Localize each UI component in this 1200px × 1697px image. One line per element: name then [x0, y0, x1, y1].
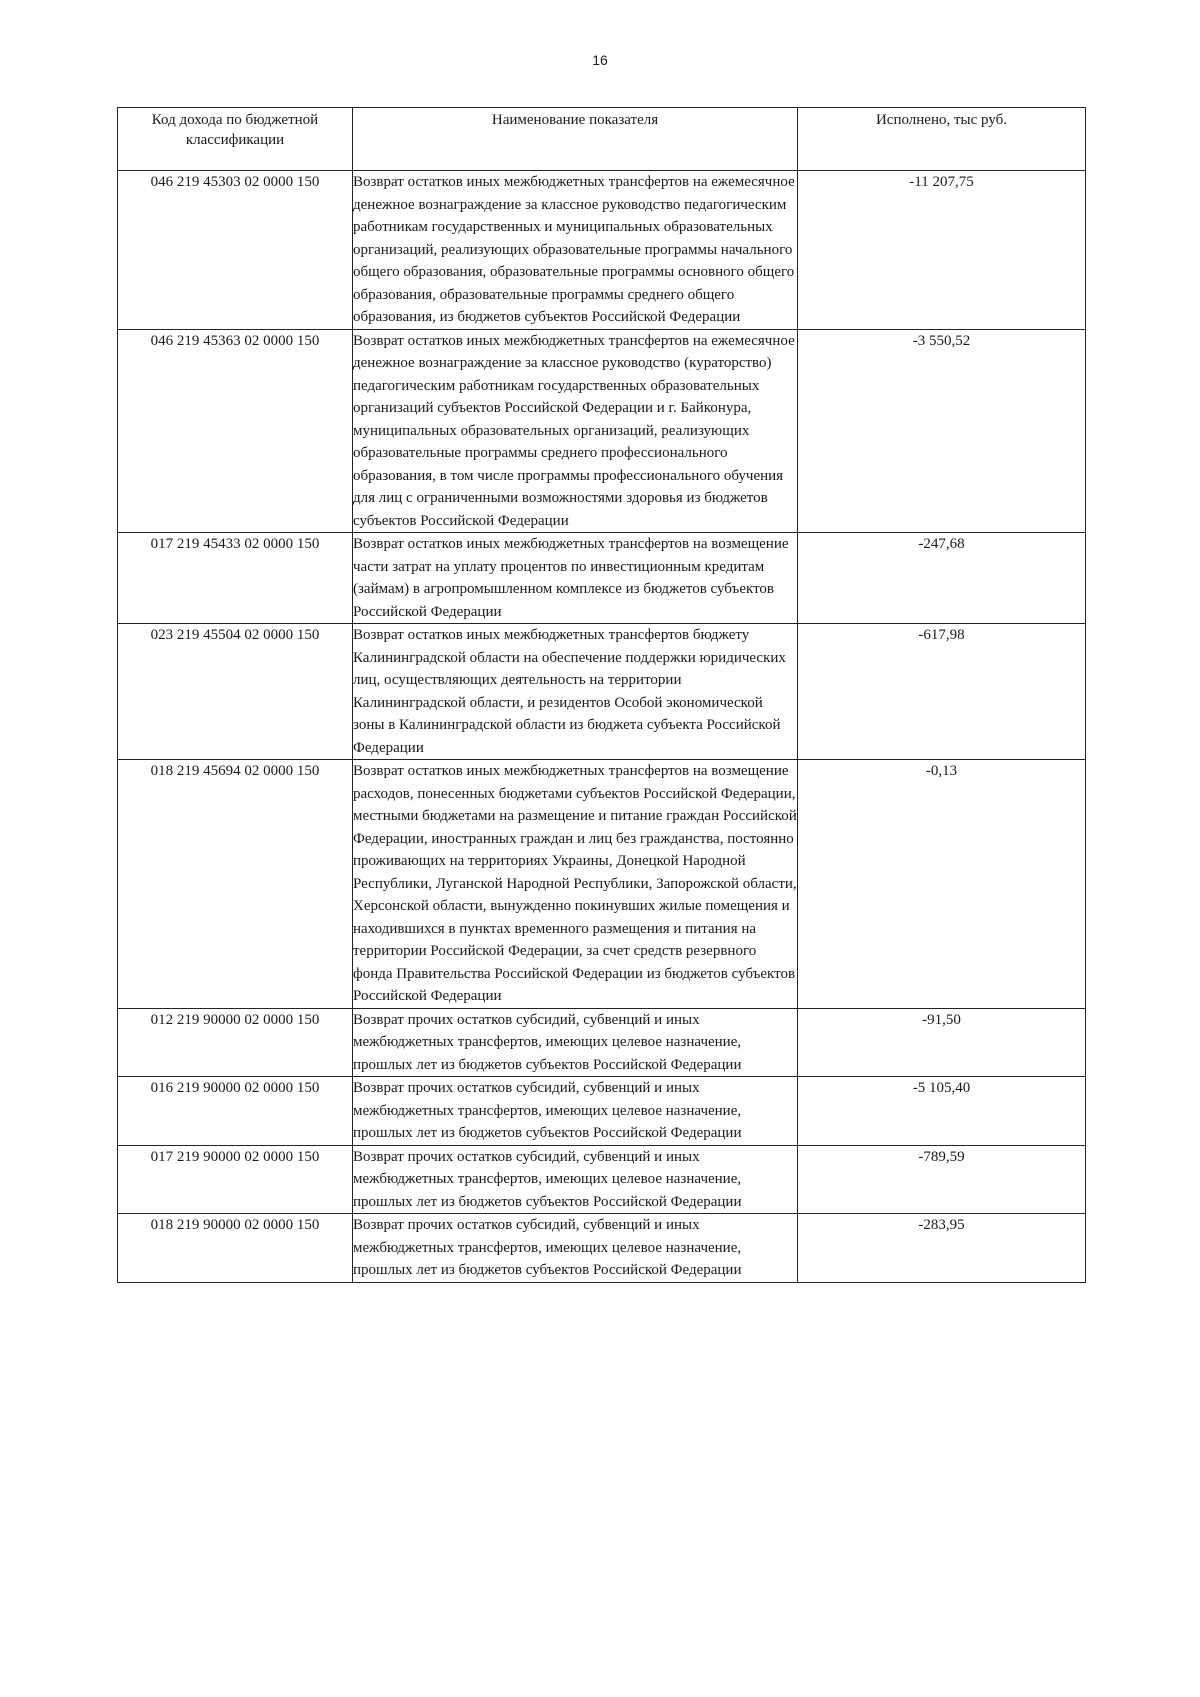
row-code: 016 219 90000 02 0000 150	[118, 1077, 353, 1146]
table-row	[118, 533, 1086, 624]
table-body	[118, 171, 1086, 1283]
row-name: Возврат остатков иных межбюджетных трансфертов на ежемесячное денежное вознаграждение за классное руководство (кураторство) педагогическим работникам государственных образовательных организаций субъектов Российской Федерации и г. Байконура, муниципальных образовательных организаций, реализующих образовательные программы среднего профессионального образования, в том числе программы профессионального обучения для лиц с ограниченными возможностями здоровья из бюджетов субъектов Российской Федерации	[353, 329, 798, 533]
table-row	[118, 624, 1086, 760]
row-code: 018 219 45694 02 0000 150	[118, 760, 353, 1009]
table-row	[118, 1145, 1086, 1214]
table-row	[118, 1077, 1086, 1146]
row-name: Возврат остатков иных межбюджетных трансфертов на возмещение расходов, понесенных бюджетами субъектов Российской Федерации, местными бюджетами на размещение и питание граждан Российской Федерации, иностранных граждан и лиц без гражданства, постоянно проживающих на территориях Украины, Донецкой Народной Республики, Луганской Народной Республики, Запорожской области, Херсонской области, вынужденно покинувших жилые помещения и находившихся в пунктах временного размещения и питания на территории Российской Федерации, за счет средств резервного фонда Правительства Российской Федерации из бюджетов субъектов Российской Федерации	[353, 760, 798, 1009]
row-code: 017 219 45433 02 0000 150	[118, 533, 353, 624]
table-row	[118, 760, 1086, 1009]
table-header	[118, 108, 1086, 171]
row-amount: -283,95	[798, 1214, 1086, 1283]
row-code: 046 219 45303 02 0000 150	[118, 171, 353, 330]
row-code: 018 219 90000 02 0000 150	[118, 1214, 353, 1283]
row-name: Возврат прочих остатков субсидий, субвенций и иных межбюджетных трансфертов, имеющих целевое назначение, прошлых лет из бюджетов субъектов Российской Федерации	[353, 1077, 798, 1146]
row-name: Возврат прочих остатков субсидий, субвенций и иных межбюджетных трансфертов, имеющих целевое назначение, прошлых лет из бюджетов субъектов Российской Федерации	[353, 1214, 798, 1283]
table-row	[118, 1008, 1086, 1077]
row-amount: -3 550,52	[798, 329, 1086, 533]
row-code: 046 219 45363 02 0000 150	[118, 329, 353, 533]
row-name: Возврат прочих остатков субсидий, субвенций и иных межбюджетных трансфертов, имеющих целевое назначение, прошлых лет из бюджетов субъектов Российской Федерации	[353, 1145, 798, 1214]
row-code: 017 219 90000 02 0000 150	[118, 1145, 353, 1214]
row-amount: -11 207,75	[798, 171, 1086, 330]
row-amount: -617,98	[798, 624, 1086, 760]
row-amount: -789,59	[798, 1145, 1086, 1214]
header-amount: Исполнено, тыс руб.	[798, 108, 1086, 171]
row-code: 023 219 45504 02 0000 150	[118, 624, 353, 760]
header-name: Наименование показателя	[353, 108, 798, 171]
table-row	[118, 329, 1086, 533]
row-name: Возврат остатков иных межбюджетных трансфертов на возмещение части затрат на уплату процентов по инвестиционным кредитам (займам) в агропромышленном комплексе из бюджетов субъектов Российской Федерации	[353, 533, 798, 624]
row-amount: -247,68	[798, 533, 1086, 624]
row-name: Возврат остатков иных межбюджетных трансфертов на ежемесячное денежное вознаграждение за классное руководство педагогическим работникам государственных и муниципальных образовательных организаций, реализующих образовательные программы начального общего образования, образовательные программы основного общего образования, образовательные программы среднего общего образования, из бюджетов субъектов Российской Федерации	[353, 171, 798, 330]
row-name: Возврат прочих остатков субсидий, субвенций и иных межбюджетных трансфертов, имеющих целевое назначение, прошлых лет из бюджетов субъектов Российской Федерации	[353, 1008, 798, 1077]
budget-table	[117, 107, 1086, 1283]
header-row	[118, 108, 1086, 171]
row-amount: -91,50	[798, 1008, 1086, 1077]
header-code: Код дохода по бюджетной классификации	[118, 108, 353, 171]
row-name: Возврат остатков иных межбюджетных трансфертов бюджету Калининградской области на обеспечение поддержки юридических лиц, осуществляющих деятельность на территории Калининградской области, и резидентов Особой экономической зоны в Калининградской области из бюджета субъекта Российской Федерации	[353, 624, 798, 760]
row-code: 012 219 90000 02 0000 150	[118, 1008, 353, 1077]
table-row	[118, 1214, 1086, 1283]
page-number: 16	[592, 52, 608, 68]
table-row	[118, 171, 1086, 330]
row-amount: -0,13	[798, 760, 1086, 1009]
row-amount: -5 105,40	[798, 1077, 1086, 1146]
